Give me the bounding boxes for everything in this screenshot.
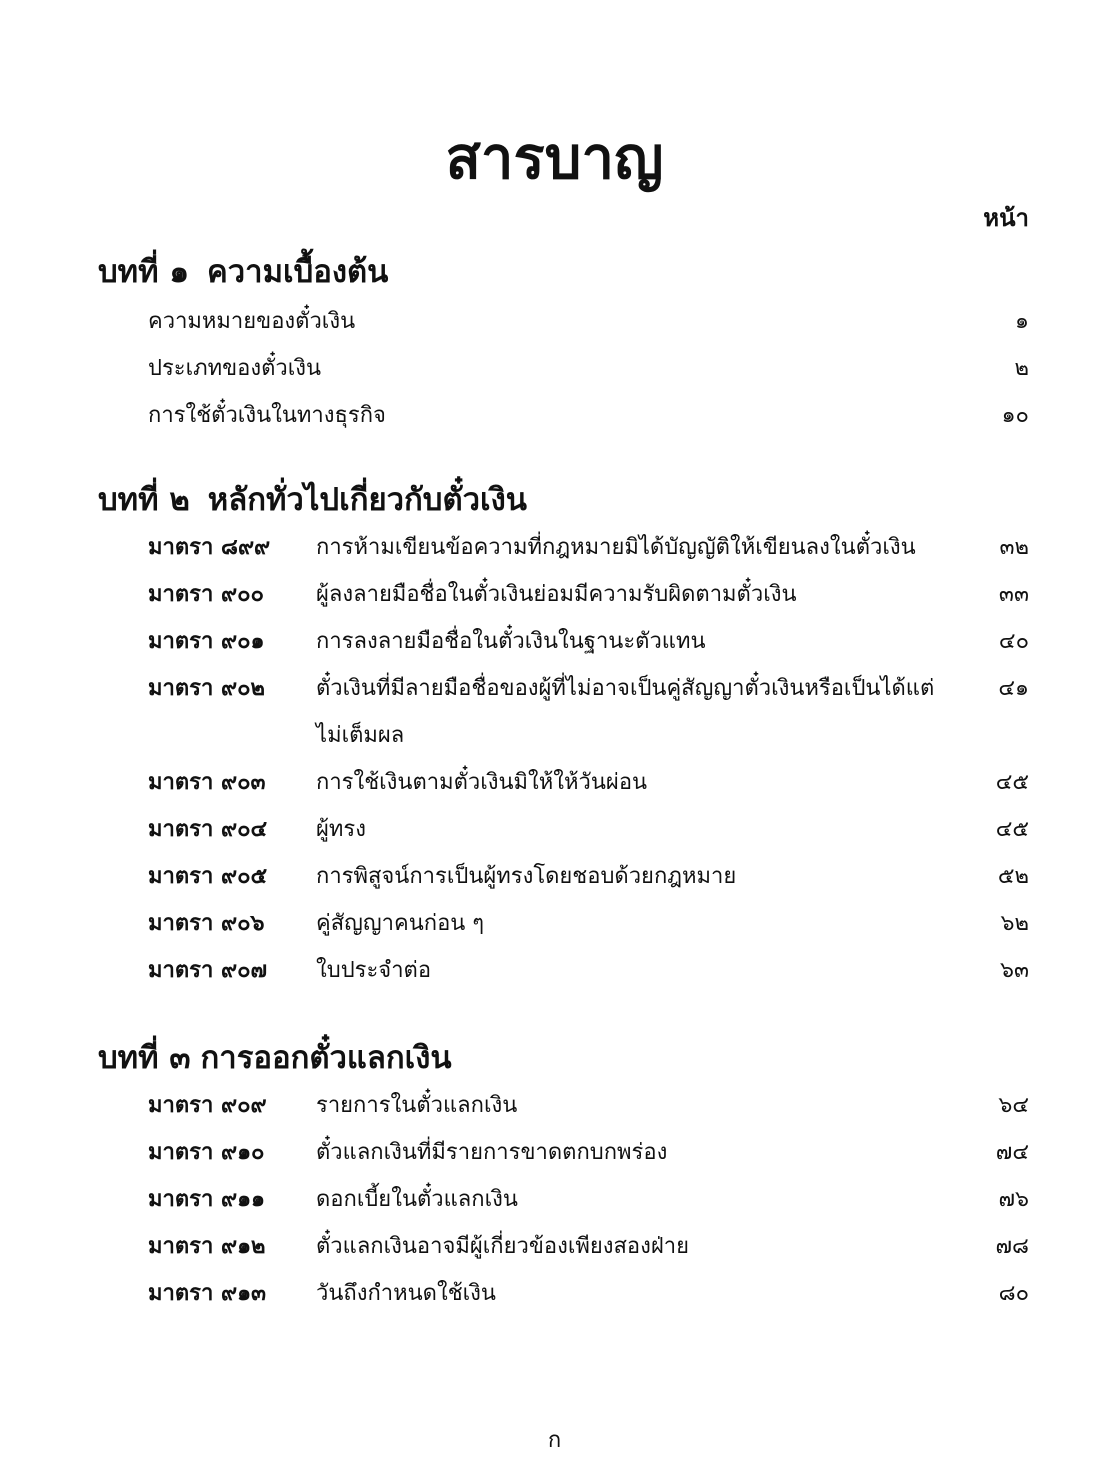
entry-title: รายการในตั๋วแลกเงิน [316,1093,518,1118]
entry-page: ๕๒ [997,864,1029,889]
entry-title: การใช้เงินตามตั๋วเงินมิให้ให้วันผ่อน [316,770,648,795]
chapter-number: บทที่ ๒ [98,482,190,518]
chapter-title: ความเบื้องต้น [207,254,389,290]
entry-section: มาตรา ๙๐๑ [148,629,265,654]
entry-title: ตั๋วแลกเงินอาจมีผู้เกี่ยวข้องเพียงสองฝ่าย [316,1234,690,1259]
entry-page: ๗๔ [995,1140,1029,1165]
entry-section: มาตรา ๙๑๑ [148,1187,266,1212]
entry-title: ดอกเบี้ยในตั๋วแลกเงิน [316,1187,518,1212]
entry-section: มาตรา ๙๐๙ [148,1093,267,1118]
toc-entry [0,622,1109,662]
entry-page: ๔๕ [995,817,1029,842]
chapter-number: บทที่ ๑ [98,254,190,290]
entry-section: มาตรา ๙๐๓ [148,770,266,795]
toc-entry [0,528,1109,568]
entry-section: มาตรา ๙๑๓ [148,1281,267,1306]
entry-title: ตั๋วเงินที่มีลายมือชื่อของผู้ที่ไม่อาจเป็นคู่สัญญาตั๋วเงินหรือเป็นได้แต่ [316,676,935,701]
toc-entry [0,302,1109,342]
toc-entry [0,857,1109,897]
toc-entry [0,575,1109,615]
entry-title: การพิสูจน์การเป็นผู้ทรงโดยชอบด้วยกฎหมาย [316,864,737,889]
toc-entry [0,763,1109,803]
entry-page: ๔๕ [995,770,1029,795]
entry-page: ๗๘ [995,1234,1029,1259]
entry-title: การห้ามเขียนข้อความที่กฎหมายมิได้บัญญัติให้เขียนลงในตั๋วเงิน [316,535,916,560]
entry-section: มาตรา ๙๑๒ [148,1234,266,1259]
entry-page: ๔๐ [998,629,1029,654]
toc-entry [0,1227,1109,1267]
chapter-heading [98,478,527,522]
entry-section: มาตรา ๘๙๙ [148,535,271,560]
entry-page: ๓๒ [999,535,1029,560]
chapter-heading [98,250,388,294]
page-title: สารบาญ [445,124,664,192]
toc-entry [0,904,1109,944]
entry-title: ผู้ลงลายมือชื่อในตั๋วเงินย่อมมีความรับผิดตามตั๋วเงิน [316,582,797,607]
entry-title-continuation: ไม่เต็มผล [316,723,405,748]
entry-title: ตั๋วแลกเงินที่มีรายการขาดตกบกพร่อง [316,1140,668,1165]
entry-page: ๓๓ [998,582,1029,607]
entry-section: มาตรา ๙๑๐ [148,1140,265,1165]
entry-title: การใช้ตั๋วเงินในทางธุรกิจ [148,403,386,428]
chapter-heading [98,1036,452,1080]
page-column-label: หน้า [983,204,1029,232]
entry-page: ๑ [1015,309,1029,334]
entry-page: ๑๐ [1001,403,1029,428]
toc-entry [0,1274,1109,1314]
toc-entry [0,349,1109,389]
entry-title: ประเภทของตั๋วเงิน [148,356,322,381]
page-number: ก [547,1428,562,1453]
chapter-number: บทที่ ๓ [98,1040,191,1076]
entry-page: ๔๑ [998,676,1029,701]
entry-title: วันถึงกำหนดใช้เงิน [316,1281,496,1306]
entry-section: มาตรา ๙๐๔ [148,817,268,842]
entry-title: ความหมายของตั๋วเงิน [148,309,356,334]
entry-section: มาตรา ๙๐๐ [148,582,264,607]
entry-page: ๘๐ [998,1281,1029,1306]
entry-title: คู่สัญญาคนก่อน ๆ [316,911,485,936]
toc-entry [0,1133,1109,1173]
chapter-title: หลักทั่วไปเกี่ยวกับตั๋วเงิน [207,482,527,518]
toc-entry [0,669,1109,709]
entry-page: ๖๔ [998,1093,1029,1118]
entry-section: มาตรา ๙๐๗ [148,958,268,983]
entry-page: ๗๖ [998,1187,1029,1212]
toc-entry [0,951,1109,991]
entry-title: ผู้ทรง [316,817,366,842]
entry-section: มาตรา ๙๐๖ [148,911,265,936]
entry-page: ๒ [1014,356,1029,381]
entry-page: ๖๓ [999,958,1029,983]
toc-entry [0,1180,1109,1220]
entry-section: มาตรา ๙๐๕ [148,864,268,889]
entry-title: การลงลายมือชื่อในตั๋วเงินในฐานะตัวแทน [316,629,706,654]
toc-entry [0,396,1109,436]
entry-title: ใบประจำต่อ [316,958,432,983]
toc-entry [0,1086,1109,1126]
entry-section: มาตรา ๙๐๒ [148,676,266,701]
toc-entry [0,810,1109,850]
entry-page: ๖๒ [1000,911,1029,936]
chapter-title: การออกตั๋วแลกเงิน [200,1040,452,1076]
